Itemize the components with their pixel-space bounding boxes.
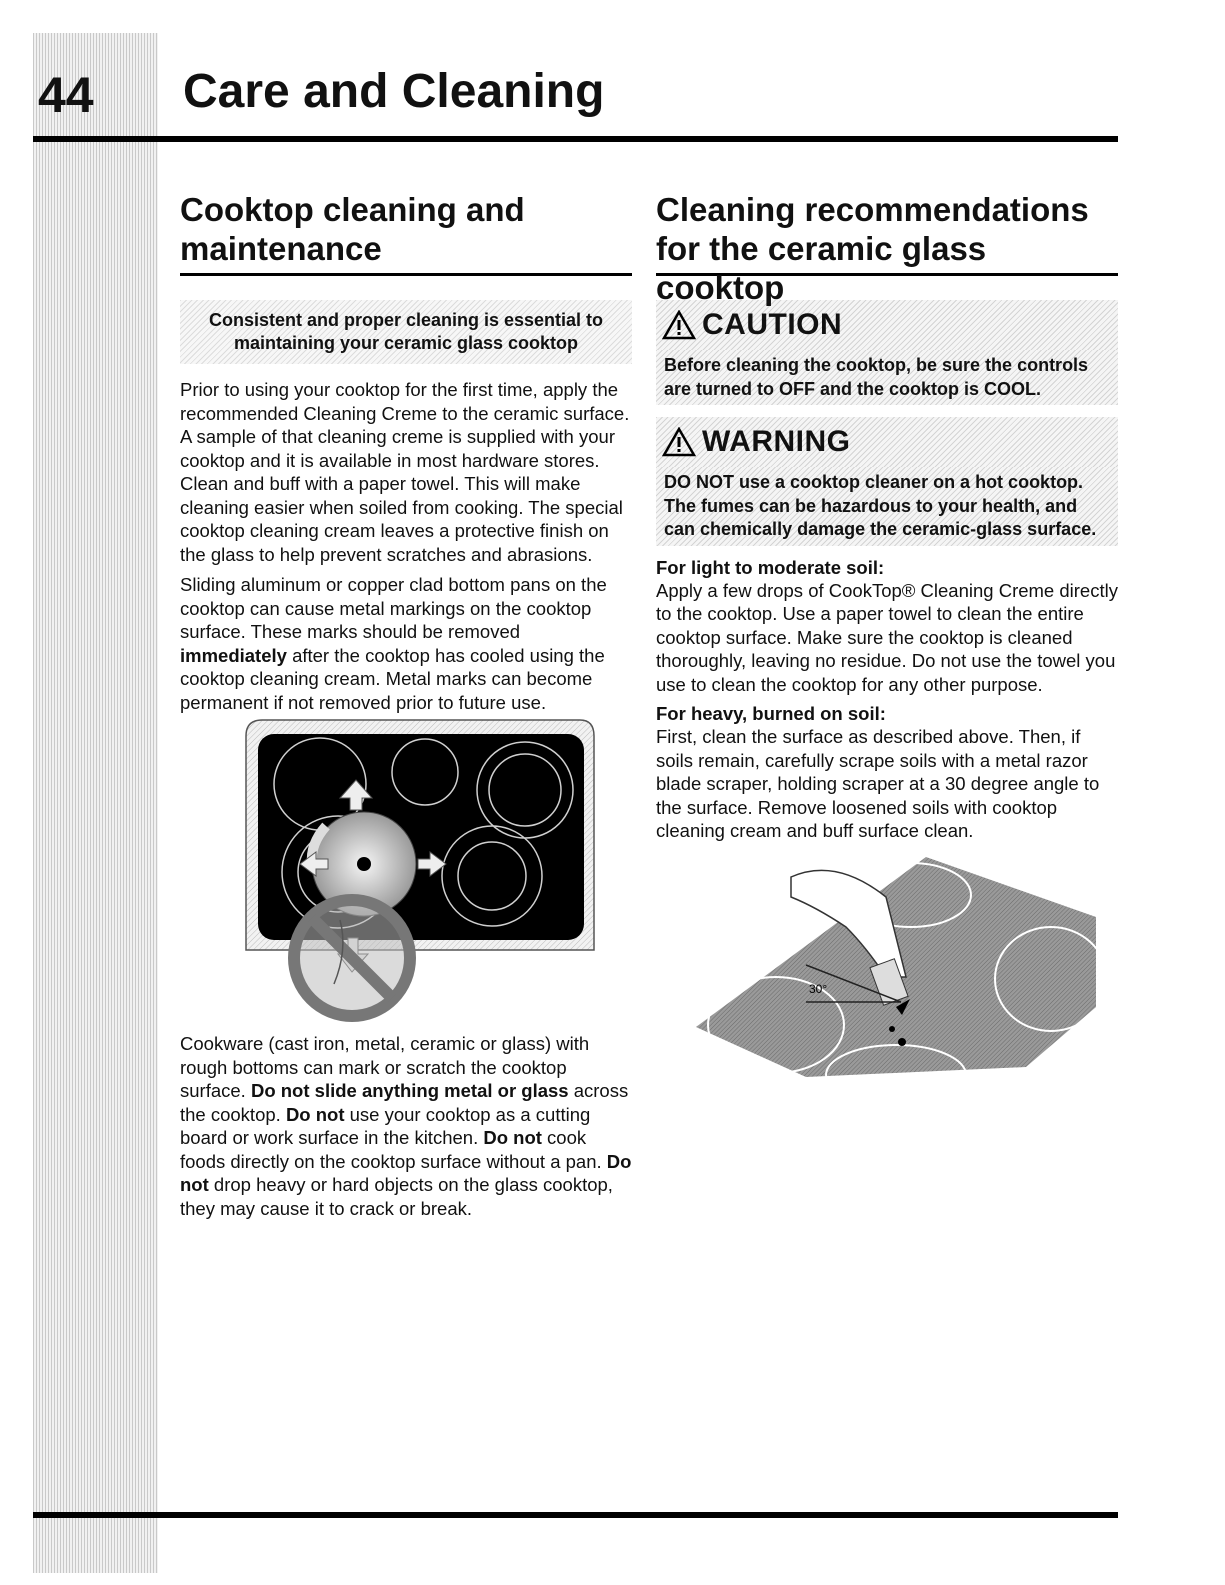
page-number: 44 bbox=[38, 67, 94, 123]
light-soil-heading: For light to moderate soil: bbox=[656, 556, 885, 578]
intro-paragraph: Prior to using your cooktop for the first time, apply the recommended Cleaning Creme to the ceramic surface. A sample of that cleaning creme is supplied with your cooktop and it is available in most hardware stores. Clean and buff with a paper towel. This will make cleaning easier when soiled from cooking. The special cooktop cleaning cream leaves a protective finish on the glass to help prevent scratches and abrasions. bbox=[180, 379, 630, 565]
cooktop-no-slide-illustration bbox=[240, 714, 600, 1024]
right-column bbox=[656, 190, 1118, 1087]
light-soil-text: Apply a few drops of CookTop® Cleaning Creme directly to the cooktop. Use a paper towel to clean the entire cooktop surface. Make sure the cooktop is cleaned thoroughly, leaving no residue. Do not use the towel you use to clean the cooktop for any other purpose. bbox=[656, 579, 1118, 695]
heavy-soil-text: First, clean the surface as described above. Then, if soils remain, carefully scrape soils with a metal razor blade scraper, holding scraper at a 30 degree angle to the surface. Remove loosened soils with cooktop cleaning cream and buff surface clean. bbox=[656, 726, 1100, 841]
caution-text: Before cleaning the cooktop, be sure the controls are turned to OFF and the cooktop is COOL. bbox=[656, 350, 1118, 405]
warning-title: WARNING bbox=[702, 425, 851, 458]
metal-marks-paragraph: Sliding aluminum or copper clad bottom pans on the cooktop can cause metal markings on the cooktop surface. These marks should be removed immediately after the cooktop has cooled using the cooktop cleaning cream. Metal marks can become permanent if not removed prior to future use. bbox=[180, 574, 607, 713]
angle-label: 30° bbox=[809, 981, 828, 996]
right-heading: Cleaning recommendations for the ceramic glass cooktop bbox=[656, 191, 1089, 306]
left-heading-rule bbox=[180, 273, 632, 276]
warning-text: DO NOT use a cooktop cleaner on a hot cooktop. The fumes can be hazardous to your health, and can chemically damage the ceramic-glass surface. bbox=[656, 467, 1118, 546]
page-title: Care and Cleaning bbox=[183, 65, 605, 118]
left-heading: Cooktop cleaning and maintenance bbox=[180, 191, 525, 267]
warning-triangle-icon bbox=[662, 427, 696, 457]
page-sidebar-stripe bbox=[33, 33, 158, 1573]
warning-header bbox=[656, 417, 1118, 467]
scraper-illustration bbox=[696, 857, 1096, 1087]
bottom-rule bbox=[33, 1512, 1118, 1518]
callout-box: Consistent and proper cleaning is essential to maintaining your ceramic glass cooktop bbox=[180, 300, 632, 364]
cookware-paragraph: Cookware (cast iron, metal, ceramic or glass) with rough bottoms can mark or scratch the cooktop surface. Do not slide anything metal or glass across the cooktop. Do not use your cooktop as a cutting board or work surface in the kitchen. Do not cook foods directly on the cooktop surface without a pan. Do not drop heavy or hard objects on the glass cooktop, they may cause it to crack or break. bbox=[180, 1033, 632, 1219]
top-rule bbox=[33, 136, 1118, 142]
caution-header bbox=[656, 300, 1118, 350]
warning-triangle-icon bbox=[662, 310, 696, 340]
heavy-soil-heading: For heavy, burned on soil: bbox=[656, 703, 886, 724]
left-column bbox=[180, 190, 632, 1220]
caution-title: CAUTION bbox=[702, 308, 843, 341]
